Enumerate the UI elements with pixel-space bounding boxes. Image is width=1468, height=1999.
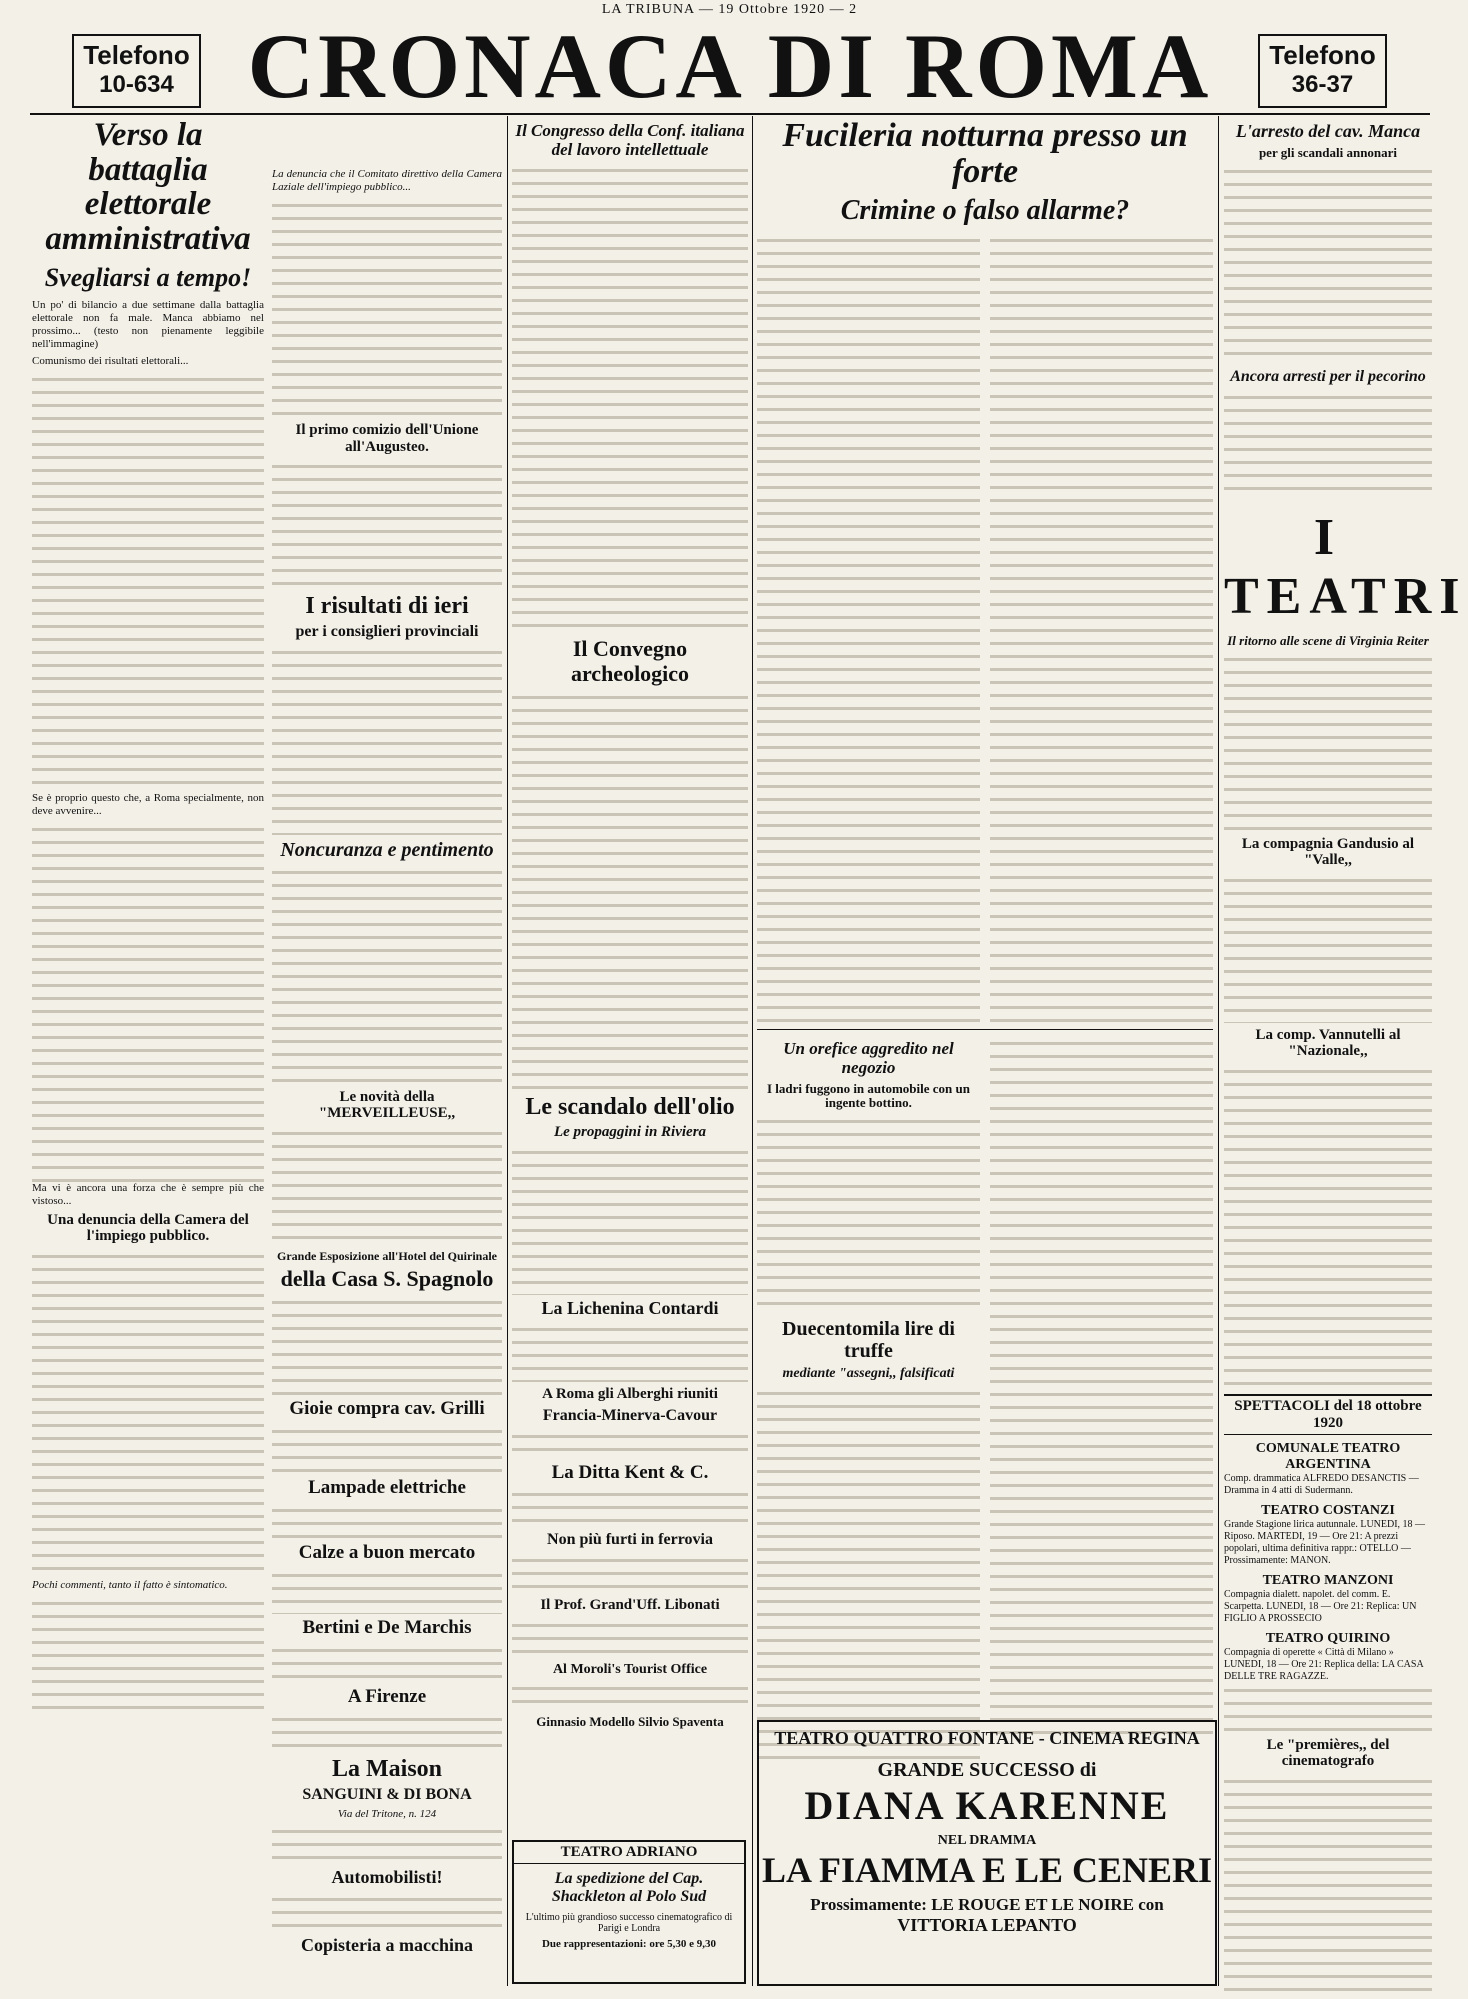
ear-left-number: 10-634	[99, 71, 174, 98]
ad-ginnasio: Ginnasio Modello Silvio Spaventa	[536, 1713, 724, 1729]
headline-spagnolo: della Casa S. Spagnolo	[280, 1266, 494, 1292]
ad-line-6: Prossimamente: LE ROUGE ET LE NOIRE con	[810, 1895, 1164, 1914]
kicker-crimine: Crimine o falso allarme?	[840, 195, 1130, 227]
subhead-olio: Le propaggini in Riviera	[553, 1124, 707, 1141]
text-block	[512, 163, 748, 633]
subhead-manca: per gli scandali annonari	[1258, 144, 1398, 160]
headline-vannutelli: La comp. Vannutelli al "Nazionale,,	[1255, 1026, 1401, 1060]
section-teatri: I TEATRI	[1224, 508, 1468, 625]
headline-fucileria: Fucileria notturna presso un forte	[782, 117, 1188, 190]
text-block	[1224, 390, 1432, 500]
paragraph: Se è proprio questo che, a Roma specialmente, non deve avvenire...	[32, 791, 264, 817]
text-block	[32, 822, 264, 1182]
text-block	[512, 690, 748, 1090]
ad-line-1: TEATRO QUATTRO FONTANE - CINEMA REGINA	[774, 1728, 1200, 1748]
headline-elettorale: Verso la battaglia elettorale amministrativa	[45, 117, 251, 257]
paragraph: Comunismo dei risultati elettorali...	[32, 354, 189, 367]
ad-line-3: DIANA KARENNE	[804, 1783, 1170, 1828]
theatre-name: TEATRO MANZONI	[1262, 1572, 1394, 1588]
text-block	[512, 1429, 748, 1459]
text-block	[1224, 873, 1432, 1023]
headline-merveilleuse: Le novità della "MERVEILLEUSE,,	[318, 1088, 456, 1122]
ad-bertini: Bertini e De Marchis	[302, 1617, 472, 1639]
paragraph: Un po' di bilancio a due settimane dalla battaglia elettorale non fa male. Manca abbiamo nel prossimo... (testo non pienamente leggibile nell'immagine)	[32, 298, 264, 350]
ad-libonati: Il Prof. Grand'Uff. Libonati	[540, 1597, 720, 1614]
headline-esposizione: Grande Esposizione all'Hotel del Quirinale	[276, 1248, 497, 1263]
ad-sanguini: SANGUINI & DI BONA	[302, 1786, 472, 1804]
text-block	[1224, 164, 1432, 364]
ear-right	[1258, 34, 1387, 108]
spettacoli-header: SPETTACOLI del 18 ottobre 1920	[1224, 1394, 1432, 1435]
text-block	[1224, 1774, 1432, 1994]
ad-lichenina: La Lichenina Contardi	[541, 1297, 719, 1318]
text-block	[32, 1596, 264, 1716]
column-3	[512, 118, 748, 1983]
ad-lampade: Lampade elettriche	[308, 1477, 466, 1499]
column-divider	[507, 116, 508, 1986]
ad-alberghi: A Roma gli Alberghi riuniti	[542, 1386, 718, 1403]
text-block	[272, 1424, 502, 1474]
ad-grilli: Gioie compra cav. Grilli	[289, 1398, 485, 1420]
theatre-listing: Compagnia dialett. napolet. del comm. E. Scarpetta. LUNEDI, 18 — Ore 21: Replica: UN FIGLIO A PROSSECIO	[1224, 1588, 1417, 1624]
text-block	[1224, 652, 1432, 832]
text-block	[272, 1824, 502, 1864]
text-block	[757, 1386, 980, 1766]
subhead-risultati: per i consiglieri provinciali	[295, 623, 479, 641]
ad-line-2: GRANDE SUCCESSO di	[877, 1759, 1097, 1781]
running-head: LA TRIBUNA — 19 Ottobre 1920 — 2	[601, 2, 858, 17]
headline-convegno: Il Convegno archeologico	[570, 636, 690, 686]
column-2	[272, 168, 502, 1983]
text-block	[272, 1712, 502, 1752]
headline-gandusio: La compagnia Gandusio al "Valle,,	[1241, 835, 1415, 869]
ad-line-5: LA FIAMMA E LE CENERI	[761, 1850, 1213, 1890]
text-block	[272, 645, 502, 835]
adriano-times: Due rappresentazioni: ore 5,30 e 9,30	[541, 1938, 717, 1950]
ad-alberghi-names: Francia-Minerva-Cavour	[542, 1406, 718, 1424]
headline-congresso: Il Congresso della Conf. italiana del lavoro intellettuale	[515, 121, 745, 159]
text-block	[512, 1145, 748, 1295]
text-block	[512, 1553, 748, 1593]
ear-right-number: 36-37	[1291, 71, 1354, 98]
headline-orefice: Un orefice aggredito nel negozio	[783, 1039, 954, 1078]
paragraph-intro: La denuncia che il Comitato direttivo della Camera Laziale dell'impiego pubblico...	[272, 168, 502, 193]
kicker-svegliarsi: Svegliarsi a tempo!	[44, 262, 252, 292]
paragraph: Ma vi è ancora una forza che è sempre più che vistoso...	[32, 1181, 264, 1207]
masthead-rule	[30, 113, 1430, 115]
text-block	[512, 1618, 748, 1658]
subhead-truffe: mediante "assegni,, falsificati	[782, 1366, 955, 1382]
ear-left-label: Telefono	[83, 40, 190, 70]
ad-teatro-adriano	[512, 1840, 746, 1984]
text-block	[757, 1114, 980, 1314]
headline-pecorino: Ancora arresti per il pecorino	[1230, 368, 1426, 386]
text-block	[512, 1681, 748, 1711]
headline-manca: L'arresto del cav. Manca	[1235, 121, 1421, 141]
ad-furti: Non più furti in ferrovia	[547, 1531, 713, 1549]
headline-olio: Le scandalo dell'olio	[525, 1093, 735, 1120]
text-block	[272, 1503, 502, 1539]
headline-truffe: Duecentomila lire di truffe	[782, 1318, 955, 1363]
ad-line-4: NEL DRAMMA	[937, 1833, 1037, 1848]
text-block	[1224, 1064, 1432, 1394]
headline-risultati: I risultati di ieri	[305, 593, 469, 619]
ad-automobilisti: Automobilisti!	[331, 1866, 443, 1887]
text-block	[512, 1487, 748, 1527]
ad-quattro-fontane	[757, 1720, 1217, 1986]
adriano-title: TEATRO ADRIANO	[514, 1842, 744, 1864]
text-block	[272, 1126, 502, 1246]
theatre-listing: Grande Stagione lirica autunnale. LUNEDI, 18 — Riposo. MARTEDI, 19 — Ore 21: A prezzi popolari, ultima definitiva rappr.: OTELLO — Prossimamente: MANON.	[1224, 1518, 1426, 1566]
adriano-note: L'ultimo più grandioso successo cinematografico di Parigi e Londra	[525, 1912, 733, 1934]
orefice-article	[757, 1036, 980, 1765]
ad-line-7: VITTORIA LEPANTO	[897, 1915, 1077, 1935]
subhead-orefice: I ladri fuggono in automobile con un ingente bottino.	[767, 1080, 970, 1111]
adriano-film: La spedizione del Cap. Shackleton al Polo Sud	[551, 1870, 707, 1905]
ear-left	[72, 34, 201, 108]
ad-firenze: A Firenze	[347, 1685, 427, 1707]
column-divider	[1218, 116, 1219, 1986]
headline-noncuranza: Noncuranza e pentimento	[280, 838, 494, 861]
text-block	[757, 233, 980, 1023]
ad-copisteria: Copisteria a macchina	[301, 1934, 473, 1955]
theatre-name: COMUNALE TEATRO ARGENTINA	[1255, 1440, 1401, 1472]
headline-reiter: Il ritorno alle scene di Virginia Reiter	[1227, 632, 1429, 648]
text-block	[512, 1322, 748, 1382]
text-block	[32, 1249, 264, 1579]
column-divider	[752, 116, 753, 1986]
headline-premieres: Le "premières,, del cinematografo	[1266, 1736, 1390, 1770]
column-4	[757, 118, 1213, 1818]
headline-comizio: Il primo comizio dell'Unione all'Augusteo.	[295, 422, 479, 455]
ad-sanguini-address: Via del Tritone, n. 124	[337, 1807, 437, 1820]
text-block	[32, 372, 264, 792]
text-block	[272, 459, 502, 589]
column-5	[1224, 118, 1468, 1983]
ad-moroli: Al Moroli's Tourist Office	[552, 1661, 708, 1677]
paragraph-closing: Pochi commenti, tanto il fatto è sintomatico.	[32, 1578, 228, 1591]
subhead-denuncia: Una denuncia della Camera del l'impiego pubblico.	[47, 1211, 249, 1245]
separator	[757, 1029, 1213, 1030]
theatre-listing: Compagnia di operette « Città di Milano » LUNEDI, 18 — Ore 21: Replica della: LA CASA DELLE TRE RAGAZZE.	[1224, 1646, 1424, 1682]
ad-maison: La Maison	[331, 1755, 442, 1782]
theatre-listing: Comp. drammatica ALFREDO DESANCTIS — Dramma in 4 atti di Sudermann.	[1224, 1472, 1419, 1496]
ad-kent: La Ditta Kent & C.	[551, 1461, 709, 1483]
text-block	[272, 865, 502, 1085]
text-block	[272, 1568, 502, 1614]
masthead: CRONACA DI ROMA	[247, 15, 1213, 117]
text-block	[990, 1036, 1213, 1736]
theatre-name: TEATRO QUIRINO	[1265, 1630, 1391, 1646]
theatre-name: TEATRO COSTANZI	[1261, 1502, 1395, 1518]
text-block	[272, 1643, 502, 1683]
text-block	[272, 198, 502, 418]
ear-right-label: Telefono	[1269, 40, 1376, 70]
column-1	[32, 118, 264, 1988]
ad-calze: Calze a buon mercato	[298, 1542, 476, 1564]
text-block	[990, 233, 1213, 1023]
text-block	[1224, 1683, 1432, 1733]
text-block	[272, 1295, 502, 1395]
text-block	[272, 1892, 502, 1932]
